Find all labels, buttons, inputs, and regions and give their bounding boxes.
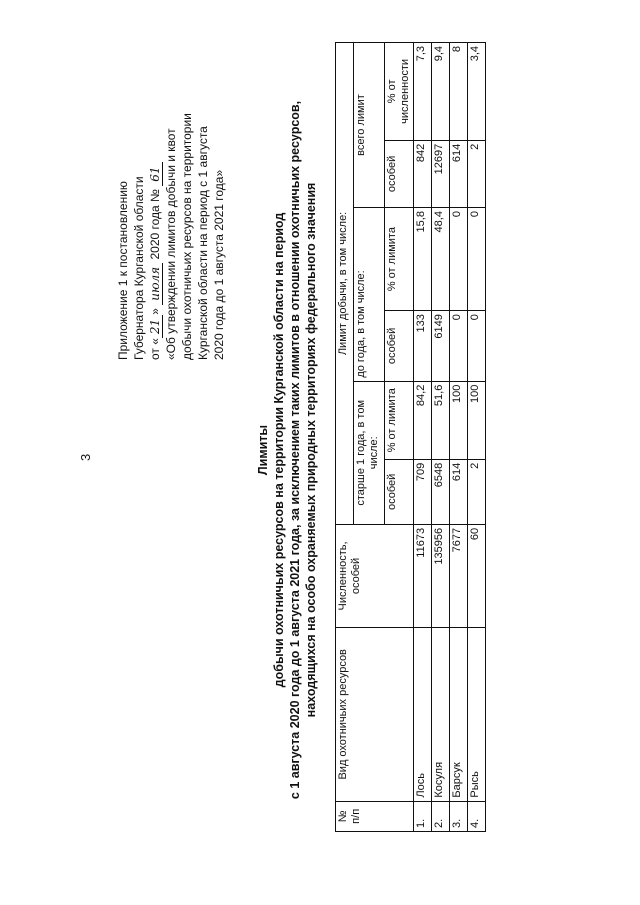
- cell-young-pct: 15,8: [414, 208, 432, 311]
- cell-num: 4.: [468, 801, 486, 831]
- header-heads: особей: [385, 140, 414, 207]
- cell-num: 3.: [450, 801, 468, 831]
- header-older-group: старше 1 года, в том числе:: [354, 381, 385, 524]
- header-species: Вид охотничьих ресурсов: [336, 628, 414, 802]
- cell-older-pct: 51,6: [432, 381, 450, 459]
- cell-population: 11673: [414, 524, 432, 627]
- appendix-line: Курганской области на период с 1 августа: [196, 126, 210, 360]
- appendix-line: добычи охотничьих ресурсов на территории: [180, 113, 194, 360]
- cell-total-count: 2: [468, 140, 486, 207]
- cell-older-count: 709: [414, 459, 432, 524]
- document-title: [255, 35, 319, 865]
- cell-total-pct: 7,3: [414, 43, 432, 141]
- cell-total-count: 614: [450, 140, 468, 207]
- cell-num: 1.: [414, 801, 432, 831]
- cell-young-pct: 0: [450, 208, 468, 311]
- year-text: 2020 года №: [148, 189, 162, 260]
- cell-total-pct: 3,4: [468, 43, 486, 141]
- cell-species: Рысь: [468, 628, 486, 802]
- handwritten-day: 21: [148, 315, 163, 338]
- cell-young-count: 133: [414, 311, 432, 382]
- cell-total-count: 842: [414, 140, 432, 207]
- handwritten-number: 61: [148, 162, 163, 185]
- date-quote: »: [148, 308, 162, 315]
- header-total-group: всего лимит: [354, 43, 385, 208]
- table-row: [432, 43, 450, 832]
- date-prefix: от «: [148, 338, 162, 360]
- cell-species: Барсук: [450, 628, 468, 802]
- cell-older-count: 614: [450, 459, 468, 524]
- appendix-line: Губернатора Курганской области: [132, 176, 146, 360]
- header-population: Численность, особей: [336, 524, 414, 627]
- cell-young-count: 0: [468, 311, 486, 382]
- cell-older-pct: 100: [450, 381, 468, 459]
- cell-total-count: 12697: [432, 140, 450, 207]
- header-heads: особей: [385, 311, 414, 382]
- cell-older-pct: 84,2: [414, 381, 432, 459]
- header-heads: особей: [385, 459, 414, 524]
- appendix-line: 2020 года до 1 августа 2021 года»: [212, 169, 226, 360]
- handwritten-month: июля: [148, 263, 163, 305]
- appendix-date-line: [147, 30, 163, 360]
- table-row: [450, 43, 468, 832]
- header-num: № п/п: [336, 801, 414, 831]
- cell-young-count: 0: [450, 311, 468, 382]
- cell-species: Косуля: [432, 628, 450, 802]
- header-pct-population: % от численности: [385, 43, 414, 141]
- appendix-line: Приложение 1 к постановлению: [116, 181, 130, 360]
- title-line: добычи охотничьих ресурсов на территории Курганской области на период: [272, 212, 286, 688]
- cell-population: 7677: [450, 524, 468, 627]
- cell-species: Лось: [414, 628, 432, 802]
- cell-young-pct: 48,4: [432, 208, 450, 311]
- cell-young-count: 6149: [432, 311, 450, 382]
- limits-table: [335, 42, 486, 832]
- table-row: [414, 43, 432, 832]
- cell-total-pct: 8: [450, 43, 468, 141]
- table-row: [468, 43, 486, 832]
- cell-young-pct: 0: [468, 208, 486, 311]
- cell-total-pct: 9,4: [432, 43, 450, 141]
- header-younger-group: до года, в том числе:: [354, 208, 385, 382]
- title-line: Лимиты: [256, 424, 270, 476]
- title-line: с 1 августа 2020 года до 1 августа 2021 года, за исключением таких лимитов в отношении охотничьих ресурсов,: [288, 100, 302, 800]
- cell-older-pct: 100: [468, 381, 486, 459]
- header-limit-group: Лимит добычи, в том числе:: [336, 43, 354, 525]
- title-line: находящихся на особо охраняемых природных территориях федерального значения: [304, 182, 318, 718]
- cell-num: 2.: [432, 801, 450, 831]
- header-pct-limit: % от лимита: [385, 381, 414, 459]
- cell-older-count: 2: [468, 459, 486, 524]
- page-number: 3: [78, 453, 93, 461]
- cell-older-count: 6548: [432, 459, 450, 524]
- appendix-note: [115, 30, 227, 360]
- header-pct-limit: % от лимита: [385, 208, 414, 311]
- appendix-line: «Об утверждении лимитов добычи и квот: [164, 128, 178, 360]
- cell-population: 135956: [432, 524, 450, 627]
- cell-population: 60: [468, 524, 486, 627]
